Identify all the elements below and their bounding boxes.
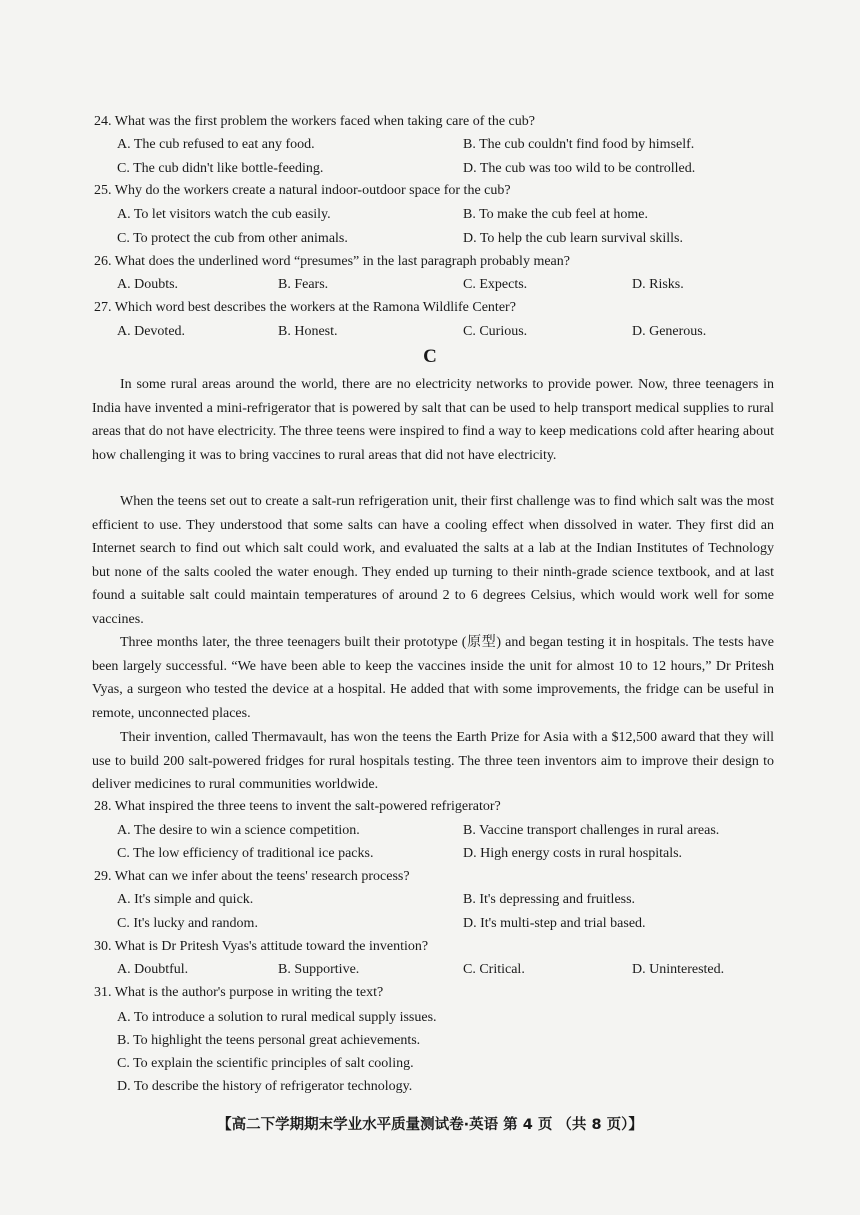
q28-option-a: A. The desire to win a science competition. xyxy=(117,823,360,838)
q28-option-d: D. High energy costs in rural hospitals. xyxy=(463,846,683,861)
q29-option-d: D. It's multi-step and trial based. xyxy=(463,916,646,931)
q24-option-d: D. The cub was too wild to be controlled. xyxy=(463,161,696,176)
q26-option-b: B. Fears. xyxy=(278,277,329,292)
q25-option-b: B. To make the cub feel at home. xyxy=(463,207,648,222)
q27-option-a: A. Devoted. xyxy=(117,324,186,339)
q26-option-c: C. Expects. xyxy=(463,277,528,292)
question-31: 31. What is the author's purpose in writing the text? xyxy=(94,985,384,1000)
question-27: 27. Which word best describes the workers at the Ramona Wildlife Center? xyxy=(94,300,516,315)
q31-option-d: D. To describe the history of refrigerator technology. xyxy=(117,1079,413,1094)
q24-option-c: C. The cub didn't like bottle-feeding. xyxy=(117,161,324,176)
q31-option-c: C. To explain the scientific principles of salt cooling. xyxy=(117,1056,414,1071)
q29-option-c: C. It's lucky and random. xyxy=(117,916,258,931)
q27-option-d: D. Generous. xyxy=(632,324,707,339)
question-26: 26. What does the underlined word “presumes” in the last paragraph probably mean? xyxy=(94,254,570,269)
q29-option-b: B. It's depressing and fruitless. xyxy=(463,892,636,907)
q25-option-d: D. To help the cub learn survival skills. xyxy=(463,231,684,246)
q24-option-a: A. The cub refused to eat any food. xyxy=(117,137,315,152)
passage-paragraph-4: Their invention, called Thermavault, has won the teens the Earth Prize for Asia with a $12,500 award that they will use to build 200 salt-powered fridges for rural hospitals testing. The three teen inventors aim to improve their design to deliver medicines to rural communities worldwide. xyxy=(92,730,774,792)
passage-paragraph-3: Three months later, the three teenagers built their prototype (原型) and began testing it in hospitals. The tests have been largely successful. “We have been able to keep the vaccines inside the unit for almost 10 to 12 hours,” Dr Pritesh Vyas, a surgeon who tested the device at a hospital. He added that with some improvements, the fridge can be useful in remote, unconnected places. xyxy=(92,635,774,721)
question-24: 24. What was the first problem the workers faced when taking care of the cub? xyxy=(94,114,535,129)
page-footer: 【高二下学期期末学业水平质量测试卷·英语 第 4 页 （共 8 页）】 xyxy=(217,1117,643,1133)
q30-option-d: D. Uninterested. xyxy=(632,962,725,977)
question-29: 29. What can we infer about the teens' research process? xyxy=(94,869,410,884)
q31-option-a: A. To introduce a solution to rural medical supply issues. xyxy=(117,1010,437,1025)
section-title-c: C xyxy=(423,346,437,367)
q26-option-d: D. Risks. xyxy=(632,277,684,292)
question-30: 30. What is Dr Pritesh Vyas's attitude toward the invention? xyxy=(94,939,429,954)
q31-option-b: B. To highlight the teens personal great achievements. xyxy=(117,1033,421,1048)
q24-option-b: B. The cub couldn't find food by himself. xyxy=(463,137,695,152)
q30-option-c: C. Critical. xyxy=(463,962,525,977)
q27-option-c: C. Curious. xyxy=(463,324,528,339)
q29-option-a: A. It's simple and quick. xyxy=(117,892,254,907)
q28-option-b: B. Vaccine transport challenges in rural areas. xyxy=(463,823,720,838)
q30-option-b: B. Supportive. xyxy=(278,962,360,977)
q30-option-a: A. Doubtful. xyxy=(117,962,189,977)
question-25: 25. Why do the workers create a natural indoor-outdoor space for the cub? xyxy=(94,183,511,198)
passage-paragraph-1: In some rural areas around the world, there are no electricity networks to provide power. Now, three teenagers in India have invented a mini-refrigerator that is powered by salt that can be used to help transport medical supplies to rural areas that do not have electricity. The three teens were inspired to find a way to keep medications cold after hearing about how challenging it was to bring vaccines to rural areas that did not have electricity. xyxy=(92,377,774,463)
q27-option-b: B. Honest. xyxy=(278,324,338,339)
q26-option-a: A. Doubts. xyxy=(117,277,179,292)
q28-option-c: C. The low efficiency of traditional ice packs. xyxy=(117,846,374,861)
question-28: 28. What inspired the three teens to invent the salt-powered refrigerator? xyxy=(94,799,501,814)
passage-paragraph-2: When the teens set out to create a salt-run refrigeration unit, their first challenge was to find which salt was the most efficient to use. They understood that some salts can have a cooling effect when dissolved in water. They first did an Internet search to find out which salt could work, and evaluated the salts at a lab at the Indian Institutes of Technology but none of the salts cooled the water enough. They ended up turning to their ninth-grade science textbook, and at last found a suitable salt could maintain temperatures of around 2 to 6 degrees Celsius, which would work well for some vaccines. xyxy=(92,494,774,627)
q25-option-c: C. To protect the cub from other animals. xyxy=(117,231,348,246)
q25-option-a: A. To let visitors watch the cub easily. xyxy=(117,207,331,222)
